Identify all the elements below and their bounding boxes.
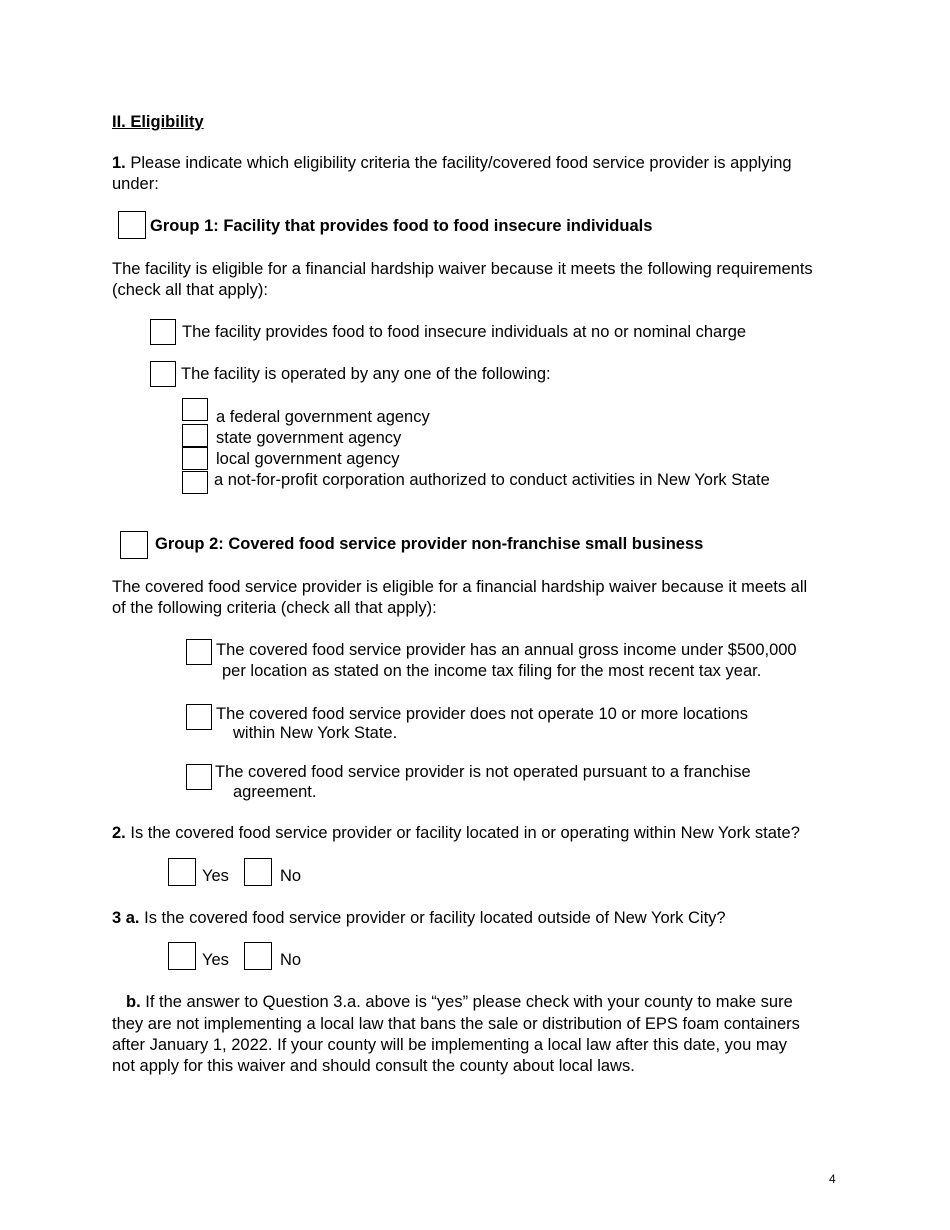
section-title: II. Eligibility — [112, 113, 204, 131]
question-2-yes-label: Yes — [202, 867, 229, 885]
group-1-intro-line2: (check all that apply): — [112, 281, 268, 299]
question-3b-line3: after January 1, 2022. If your county will be implementing a local law after this date, you may — [112, 1036, 788, 1054]
group-2-criterion-2-line1: The covered food service provider does not operate 10 or more locations — [216, 705, 748, 723]
question-3a-number: 3 a. — [112, 909, 140, 927]
operator-state-checkbox[interactable] — [182, 424, 208, 447]
group-2-intro-line2: of the following criteria (check all that apply): — [112, 599, 437, 617]
group-2-criterion-3-line2: agreement. — [233, 783, 317, 801]
question-3b-line4: not apply for this waiver and should consult the county about local laws. — [112, 1057, 635, 1075]
group-2-criterion-1-checkbox[interactable] — [186, 639, 212, 665]
question-2-no-checkbox[interactable] — [244, 858, 272, 886]
question-3a-yes-label: Yes — [202, 951, 229, 969]
group-1-checkbox[interactable] — [118, 211, 146, 239]
operator-federal-label: a federal government agency — [216, 408, 430, 426]
question-1-line1 — [112, 153, 792, 174]
group-2-criterion-3-checkbox[interactable] — [186, 764, 212, 790]
group-2-criterion-1-line2: per location as stated on the income tax filing for the most recent tax year. — [222, 662, 762, 680]
question-3a-no-label: No — [280, 951, 302, 969]
group-2-checkbox[interactable] — [120, 531, 148, 559]
group-2-intro-line1: The covered food service provider is eligible for a financial hardship waiver because it meets all — [112, 578, 808, 596]
operator-local-label: local government agency — [216, 450, 400, 468]
operator-nonprofit-checkbox[interactable] — [182, 471, 208, 494]
question-3a-text: Is the covered food service provider or facility located outside of New York City? — [144, 909, 726, 927]
question-2 — [112, 823, 800, 844]
question-3b-line2: they are not implementing a local law that bans the sale or distribution of EPS foam containers — [112, 1015, 800, 1033]
question-2-number: 2. — [112, 824, 126, 842]
group-2-criterion-2-checkbox[interactable] — [186, 704, 212, 730]
operator-nonprofit-label: a not-for-profit corporation authorized to conduct activities in New York State — [214, 471, 770, 489]
question-3b-text-line1: If the answer to Question 3.a. above is “yes” please check with your county to make sure — [145, 993, 793, 1011]
question-1-number: 1. — [112, 154, 126, 172]
question-2-no-label: No — [280, 867, 302, 885]
operator-local-checkbox[interactable] — [182, 447, 208, 470]
group-2-heading: Group 2: Covered food service provider non-franchise small business — [155, 535, 704, 553]
group-1-criterion-1-text: The facility provides food to food insecure individuals at no or nominal charge — [182, 323, 747, 341]
question-2-yes-checkbox[interactable] — [168, 858, 196, 886]
group-1-heading: Group 1: Facility that provides food to food insecure individuals — [150, 217, 653, 235]
group-2-criterion-3-line1: The covered food service provider is not operated pursuant to a franchise — [215, 763, 751, 781]
operator-federal-checkbox[interactable] — [182, 398, 208, 421]
question-2-text: Is the covered food service provider or facility located in or operating within New York state? — [130, 824, 800, 842]
question-3b-label: b. — [126, 993, 141, 1011]
question-3a-no-checkbox[interactable] — [244, 942, 272, 970]
group-1-criterion-2-checkbox[interactable] — [150, 361, 176, 387]
group-2-criterion-2-line2: within New York State. — [233, 724, 398, 742]
question-1-text: Please indicate which eligibility criteria the facility/covered food service provider is applying — [130, 154, 792, 172]
question-3a-yes-checkbox[interactable] — [168, 942, 196, 970]
group-1-intro-line1: The facility is eligible for a financial hardship waiver because it meets the following requirements — [112, 260, 813, 278]
operator-state-label: state government agency — [216, 429, 402, 447]
page-number: 4 — [829, 1172, 836, 1186]
group-2-criterion-1-line1: The covered food service provider has an annual gross income under $500,000 — [216, 641, 797, 659]
group-1-criterion-1-checkbox[interactable] — [150, 319, 176, 345]
question-3a — [112, 908, 726, 929]
question-3b-line1 — [126, 992, 793, 1013]
group-1-criterion-2-text: The facility is operated by any one of the following: — [181, 365, 551, 383]
question-1-line2: under: — [112, 175, 159, 193]
